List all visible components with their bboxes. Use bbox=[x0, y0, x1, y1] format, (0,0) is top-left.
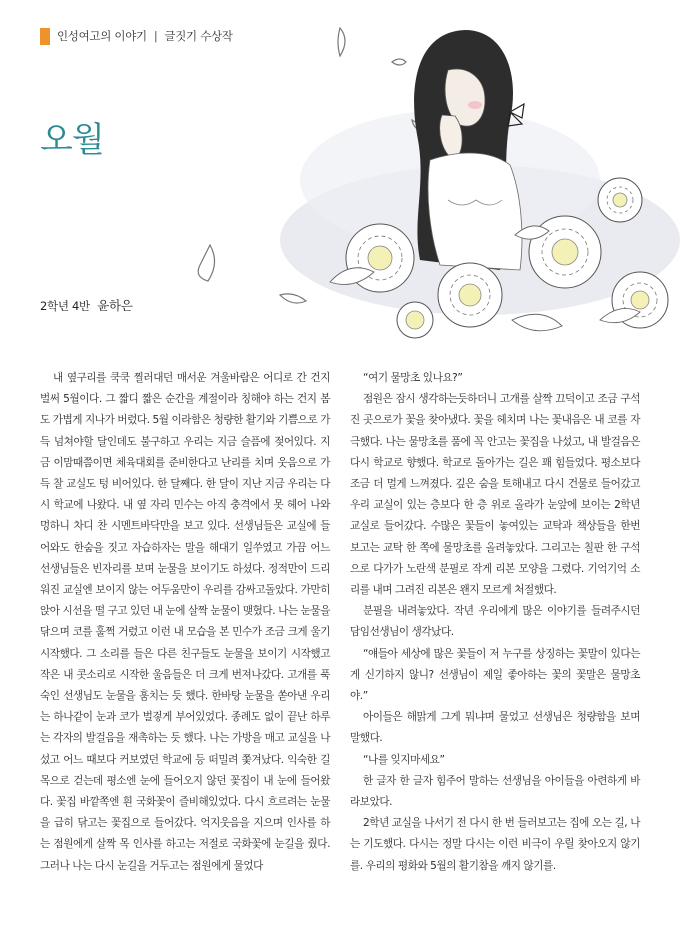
petal-1 bbox=[338, 28, 345, 56]
category-label: 글짓기 수상작 bbox=[164, 29, 233, 43]
paragraph: 아이들은 해맑게 그게 뭐냐며 물었고 선생님은 청량함을 보며 말했다. bbox=[350, 711, 640, 745]
paragraph: “여기 물망초 있나요?” bbox=[363, 372, 463, 384]
petal-4 bbox=[392, 59, 406, 65]
article-column-right bbox=[350, 368, 640, 877]
petal-2 bbox=[198, 245, 214, 281]
paragraph: 2학년 교실을 나서기 전 다시 한 번 들러보고는 집에 오는 길, 나는 기도했다. 다시는 정말 다시는 이런 비극이 우릴 찾아오지 않기를. 우리의 평화와 5월의 활기참을 깨지 않기를. bbox=[350, 817, 640, 872]
petal-3 bbox=[280, 294, 306, 303]
flower-2 bbox=[438, 263, 502, 327]
header-separator: | bbox=[153, 29, 158, 43]
series-label: 인성여고의 이야기 bbox=[57, 29, 147, 43]
paragraph: 한 글자 한 글자 힘주어 말하는 선생님을 아이들을 아련하게 바라보았다. bbox=[350, 774, 640, 809]
dress bbox=[428, 153, 522, 270]
praying-girl-illustration bbox=[180, 20, 683, 340]
author-line bbox=[40, 296, 133, 314]
author-name: 윤하은 bbox=[97, 298, 133, 313]
author-class: 2학년 4반 bbox=[40, 299, 90, 313]
flower-6 bbox=[397, 302, 433, 338]
paragraph: 내 옆구리를 쿡쿡 찔러대던 매서운 겨울바람은 어디로 간 건지 벌써 5월이다. 그 짧디 짧은 순간을 계절이라 칭해야 하는 건지 봄도 가볍게 지나가 버렸다. 5월 이라함은 청량한 활기와 기쁨으로 가득 넘쳐야할 달인데도 불구하고 우리는 지금 슬픔에 젖어있다. 지금 이맘때쯤이면 체육대회를 준비한다고 난리를 치며 웃음으로 가득 찰 교실도 텅 비어있다. 한 달째다. 한 달이 지난 지금 우리는 다시 학교에 나왔다. 내 옆 자리 민수는 아직 충격에서 못 헤어 나와 멍하니 차디 찬 시멘트바닥만을 보고 있다. 선생님들은 교실에 들어와도 한숨을 짓고 자습하자는 말을 해대기 일쑤였고 가끔 어느 선생님들은 빈자리를 보며 눈물을 보이기도 하셨다. 정적만이 드리워진 교실엔 보이지 않는 어두움만이 우리를 감싸고돌았다. 가만히 앉아 시선을 떨 구고 있던 내 눈에 살짝 눈물이 맺혔다. 나는 눈물을 닦으며 코를 훌쩍 거렸고 이런 내 모습을 본 민수가 조금 크게 울기 시작했다. 그 소리를 들은 다른 친구들도 눈물을 보이기 시작했고 작은 내 콧소리로 시작한 울음들은 더 크게 번져나갔다. 고개를 푹 숙인 선생님도 눈물을 훔치는 듯 했다. 한바탕 눈물을 쏟아낸 우리는 하나같이 눈과 코가 벌겋게 부어있었다. 종례도 없이 끝난 하루는 각자의 발걸음을 재촉하는 듯 했다. 나는 가방을 매고 교실을 나섰고 어느 때보다 커보였던 학교에 등 떠밀려 쫓겨났다. 익숙한 길목으로 걷는데 평소엔 눈에 들어오지 않던 꽃집이 내 눈에 들어왔다. 꽃집 바깥쪽엔 흰 국화꽃이 즐비해있었다. 다시 흐르려는 눈물을 급히 닦고는 꽃집으로 들어갔다. 억지웃음을 지으며 인사를 하는 점원에게 살짝 목 인사를 하고는 저절로 국화꽃에 눈길을 줬다. 그러나 나는 다시 눈길을 거두고는 점원에게 물었다 bbox=[40, 372, 330, 872]
cheek-blush bbox=[468, 101, 482, 109]
paragraph: 분필을 내려놓았다. 작년 우리에게 많은 이야기를 들려주시던 담임선생님이 생각났다. bbox=[350, 605, 640, 639]
page-title: 오월 bbox=[40, 120, 104, 160]
paragraph: “얘들아 세상에 많은 꽃들이 저 누구를 상징하는 꽃말이 있다는 게 신기하지 않니? 선생님이 제일 좋아하는 꽃의 꽃말은 물망초야.” bbox=[350, 647, 640, 703]
paragraph: “나를 잊지마세요” bbox=[363, 753, 445, 766]
accent-bar bbox=[40, 28, 50, 45]
article-column-left bbox=[40, 368, 330, 877]
flower-5 bbox=[598, 178, 642, 222]
paragraph: 점원은 잠시 생각하는듯하더니 고개를 살짝 끄덕이고 조금 구석진 곳으로가 꽃을 찾아냈다. 꽃을 헤치며 나는 꽃내음은 내 코를 자극했다. 나는 물망초를 품에 꼭 안고는 꽃집을 나섰고, 내 발걸음은 다시 학교로 향했다. 학교로 돌아가는 길은 꽤 힘들었다. 평소보다 조금 더 멀게 느껴졌다. 깊은 숨을 토해내고 다시 건물로 들어갔고 우리 교실이 있는 층보다 한 층 위로 올라가 눈앞에 보이는 2학년 교실로 들어갔다. 수많은 꽃들이 놓여있는 교탁과 책상들을 한번 보고는 교탁 한 쪽에 물망초를 올려놓았다. 그리고는 칠판 한 구석으로 다가가 노란색 분필로 작게 리본 모양을 그렸다. 기억기억 소리를 내며 그려진 리본은 왠지 모르게 처절했다. bbox=[350, 393, 640, 597]
